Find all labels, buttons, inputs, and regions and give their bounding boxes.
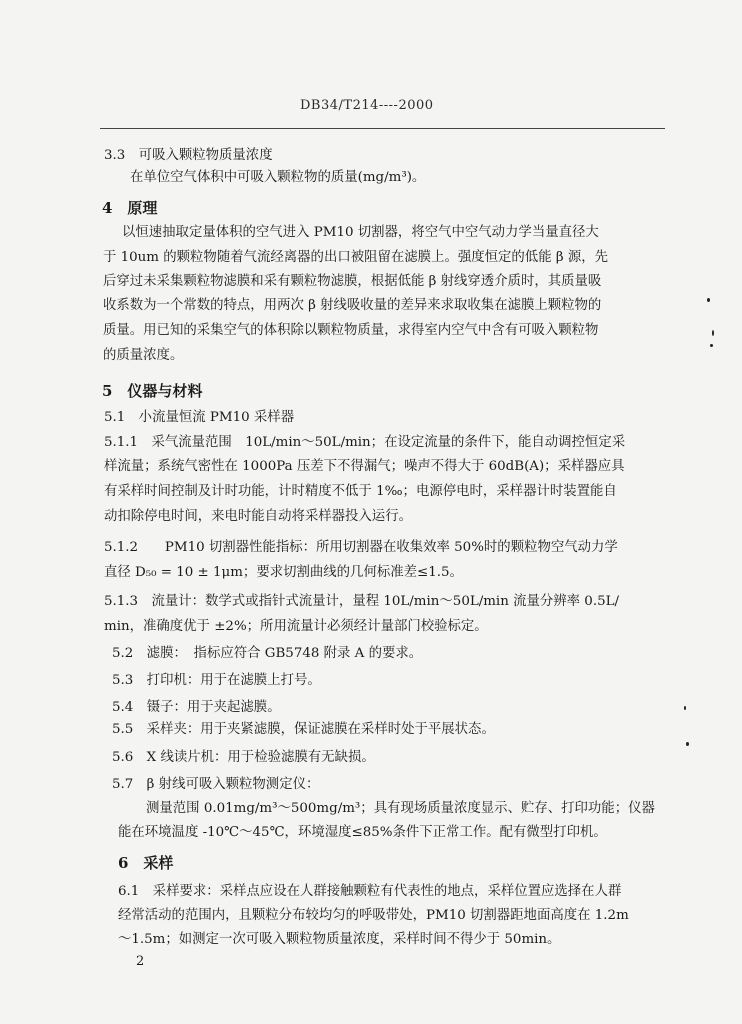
header-rule [100,128,665,129]
clause-5-2: 5.2 滤膜： 指标应符合 GB5748 附录 A 的要求。 [112,646,423,661]
clause-5-7-body: 测量范围 0.01mg/m³～500mg/m³；具有现场质量浓度显示、贮存、打印功能；仪器 [146,801,655,816]
clause-5-1-2-line: 直径 D₅₀ = 10 ± 1μm；要求切割曲线的几何标准差≤1.5。 [104,565,463,580]
paragraph-line: 收系数为一个常数的特点，用两次 β 射线吸收量的差异来求取收集在滤膜上颗粒物的 [103,298,602,313]
clause-5-5: 5.5 采样夹：用于夹紧滤膜，保证滤膜在采样时处于平展状态。 [112,722,495,737]
paragraph-line: 的质量浓度。 [103,348,184,363]
clause-5-7-title: 5.7 β 射线可吸入颗粒物测定仪： [112,777,320,792]
section-4-heading: 4 原理 [102,199,158,217]
clause-5-6: 5.6 X 线读片机：用于检验滤膜有无缺损。 [112,750,375,765]
section-6-heading: 6 采样 [118,854,174,872]
clause-3-3-body: 在单位空气体积中可吸入颗粒物的质量(mg/m³)。 [130,170,426,185]
clause-6-1-line: ～1.5m；如测定一次可吸入颗粒物质量浓度，采样时间不得少于 50min。 [118,932,561,947]
paragraph-line: 后穿过未采集颗粒物滤膜和采有颗粒物滤膜，根据低能 β 射线穿透介质时，其质量吸 [103,274,602,289]
clause-5-1-1-line: 样流量；系统气密性在 1000Pa 压差下不得漏气；噪声不得大于 60dB(A)；采样器应具 [104,459,625,474]
clause-5-3: 5.3 打印机：用于在滤膜上打号。 [112,673,321,688]
scan-speck [684,706,686,710]
paragraph-line: 于 10um 的颗粒物随着气流经离器的出口被阻留在滤膜上。强度恒定的低能 β 源，先 [103,250,609,265]
scan-speck [712,330,714,336]
paragraph-line: 以恒速抽取定量体积的空气进入 PM10 切割器，将空气中空气动力学当量直径大 [122,225,599,240]
clause-5-1-2-line: 5.1.2 PM10 切割器性能指标：所用切割器在收集效率 50%时的颗粒物空气动力学 [104,540,618,555]
clause-3-3-title: 3.3 可吸入颗粒物质量浓度 [104,148,273,163]
page-number: 2 [136,954,145,969]
clause-5-4: 5.4 镊子：用于夹起滤膜。 [112,700,281,715]
scan-speck [686,742,689,746]
clause-5-1-1-line: 有采样时间控制及计时功能，计时精度不低于 1‰；电源停电时，采样器计时装置能自 [104,484,617,499]
clause-5-1-1-line: 动扣除停电时间，来电时能自动将采样器投入运行。 [104,509,412,524]
clause-5-1-1-line: 5.1.1 采气流量范围 10L/min～50L/min；在设定流量的条件下，能自动调控恒定采 [104,435,626,450]
clause-5-7-body: 能在环境温度 -10℃～45℃，环境湿度≤85%条件下正常工作。配有微型打印机。 [118,825,607,840]
clause-6-1-line: 经常活动的范围内，且颗粒分布较均匀的呼吸带处，PM10 切割器距地面高度在 1.2m [118,908,629,923]
clause-5-1-title: 5.1 小流量恒流 PM10 采样器 [104,410,295,425]
paragraph-line: 质量。用已知的采集空气的体积除以颗粒物质量，求得室内空气中含有可吸入颗粒物 [103,323,599,338]
scan-speck [707,298,710,302]
clause-5-1-3-line: 5.1.3 流量计：数学式或指针式流量计，量程 10L/min～50L/min 流量分辨率 0.5L/ [104,594,620,609]
clause-5-1-3-line: min，准确度优于 ±2%；所用流量计必须经计量部门校验标定。 [104,619,488,634]
clause-6-1-line: 6.1 采样要求：采样点应设在人群接触颗粒有代表性的地点，采样位置应选择在人群 [118,884,622,899]
scan-speck [710,344,713,347]
section-5-heading: 5 仪器与材料 [102,382,203,400]
standard-code-header: DB34/T214----2000 [300,98,434,113]
